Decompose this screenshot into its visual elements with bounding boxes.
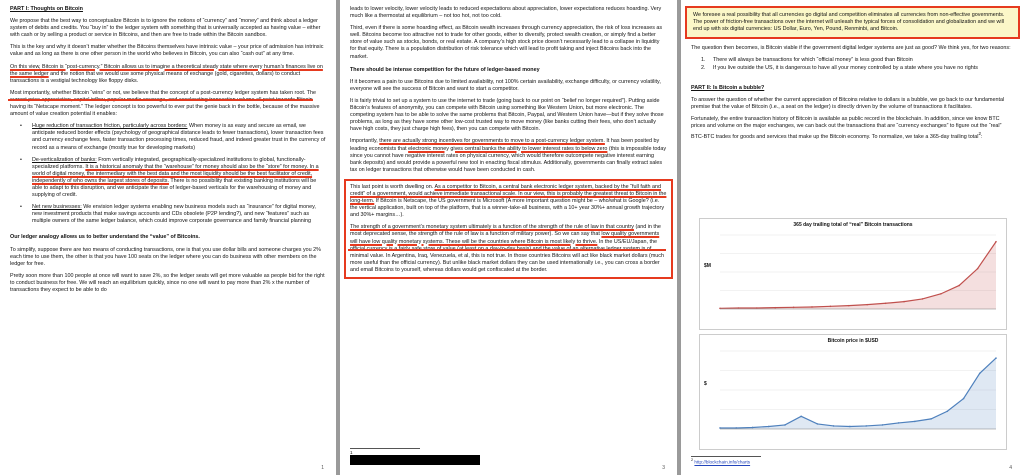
data-point [849, 426, 851, 428]
annotated-text: On this view, Bitcoin is “post-currency.” Bitcoin allows us to imagine a theoretical steady state where every human’s finances live on the same ledger [10, 63, 323, 77]
data-point [719, 427, 721, 429]
annotation-underline [348, 249, 666, 251]
data-point [752, 427, 754, 429]
data-point [995, 241, 997, 243]
paragraph: Third, even if there is some hoarding effect, as Bitcoin wealth increases through currency appreciation, the risk of loss increases as well. Bitcoins become too attractive not to trade for other goods, either to diversify, protect wealth creation, or simply find a better store of value such as stocks, bonds, or real estate. A company’s high stock price doesn’t necessarily lead to a collapse in liquidity for that equity. There is a population distribution of risk tolerance which will lead to profit taking and inject Bitcoins back into the market. [350, 25, 663, 60]
paragraph: Fortunately, the entire transaction history of Bitcoin is available as public record in the blockchain. In addition, since we know BTC prices and volume on the major exchanges, we can back out the transactions that are “currency exchanges” to figure out the “real” BTC-BTC trades for goods and services that make up the Bitcoin economy. To normalize, we take a 365-day trailing total$^2$: [691, 115, 1002, 140]
footnote-rule [350, 448, 420, 449]
data-point [830, 306, 832, 308]
chart-title: Bitcoin price in $USD [827, 338, 879, 344]
page-number: 4 [1009, 464, 1012, 471]
data-point [979, 373, 981, 375]
footnote-link[interactable]: http://blockchain.info/charts [694, 459, 751, 465]
data-point [817, 423, 819, 425]
data-point [811, 306, 813, 308]
annotated-text: there are actually strong incentives for governments to move to a post-currency ledger system. [379, 138, 605, 145]
data-point [903, 301, 905, 303]
chart-plot [700, 345, 1006, 441]
bullet-item: • Net new businesses: We envision ledger systems enabling new business models such as “insurance” for digital money, new investment products that make savings accounts and CDs obsolete (P2P lending?), and new “features” such as multiple owners of the same ledger balance, which could improve corporate governance and family financial planning [10, 204, 326, 225]
annotated-text: The strength of a government’s monetary system ultimately is a function of the strength of the rule of law in that country [350, 224, 634, 231]
data-point [914, 421, 916, 423]
data-point [977, 268, 979, 270]
annotated-text: low quality governments will have low quality monetary systems. These will be the countries where Bitcoin is most likely to thrive. [350, 231, 660, 245]
paragraph: leads to lower velocity, lower velocity leads to reduced expectations about appreciation, lower expectations reduces hoarding. Very much like a thermostat at equilibrium – not too hot, not too cold. [350, 6, 662, 20]
part-1-heading: PART I: Thoughts on Bitcoin [10, 6, 83, 12]
paragraph: Most importantly, whether Bitcoin “wins” or not, we believe that the concept of a post-currency ledger system has taken root. The having its “Netscape moment.” The ledger concept is too powerful to ever put the genie back in the bottle, because of the massive amount of value creation potential it enables: [10, 89, 320, 118]
paragraph: It is fairly trivial to set up a system to use the internet to trade (going back to our point on “belief no longer required”). Putting aside Bitcoin’s features of anonymity, you can compete with Bitcoin using something like Western Union, but more electronic. The competing system has to be able to solve the same problems that Bitcoin, Paypal, and Western Union have—but if they solve those problems, as long as they have some other low-cost trusted way to move money (like banks cutting their fees, who don’t actually have high costs, they just charge high fees), then you can compete with Bitcoin. [350, 97, 664, 133]
annotated-text: electronic money gives central banks the ability to lower interest rates to below zero [408, 145, 608, 152]
page-number: 3 [662, 464, 665, 471]
chart-plot [700, 229, 1006, 321]
data-point [768, 426, 770, 428]
data-point [930, 418, 932, 420]
highlighted-quote: We foresee a real possibility that all currencies go digital and competition eliminates all currencies from non-effective governments. The power of friction-free transactions over the internet will unleash the typical forces of consolidation and globalization and we will end up with six digital currencies: US Dollar, Euro, Yen, Pound, Renminbi, and Bitcoin. [685, 6, 1020, 39]
part-2-heading: PART II: Is Bitcoin a bubble? [691, 84, 765, 91]
data-point [865, 425, 867, 427]
bullet-item: • Huge reduction of transaction friction, particularly across borders: When money is as easy and secure as email, we anticipate reduced border effects (psychology of geographical distance leads to fewer transactions), lower transaction fees and currency exchange fees, faster transaction processing times, reduced fraud, and indeed greater trust in the currency of record as a means of exchange (mostly true for developing markets) [10, 123, 326, 151]
data-point [940, 293, 942, 295]
data-point [793, 307, 795, 309]
data-point [848, 305, 850, 307]
paragraph: To simplify, suppose there are two means of conducting transactions, one is that you use dollar bills and someone charges you 2% each time to use them, the other is that you have 100 seats on the ledger where you can do business with other members on the ledger for free. [10, 246, 321, 267]
document-page-1 [0, 0, 336, 475]
footnote-marker: 1 [350, 449, 353, 455]
chart-transactions [699, 218, 1007, 330]
paragraph: This last point is worth dwelling on. As a competitor to Bitcoin, a central bank electronic ledger system, backed by the “full faith and credit” of a government, would achieve immediate transactional scale. In our view, this is probably the greatest threat to Bitcoin in the long-term. If Bitcoin is Netscape, the US government is Microsoft (A more important question might be – who/what is Google? (i.e. the vertical application, built on top of the platform, that is a winner-take-all business, with a 10+ year 30%+ annual growth trajectory and 30%+ margins…). [350, 183, 667, 219]
numbered-item: 1. There will always be transactions for which “official money” is less good than Bitcoin [701, 57, 913, 64]
chart-price [699, 334, 1007, 450]
data-point [963, 398, 965, 400]
footnote: $^2$ http://blockchain.info/charts [691, 458, 751, 465]
paragraph: The question then becomes, is Bitcoin viable if the government digital ledger systems are just as good? We think yes, for two reasons: [691, 45, 1011, 52]
section-heading: There should be intense competition for the future of ledger-based money [350, 66, 540, 73]
data-point [995, 357, 997, 359]
data-point [784, 424, 786, 426]
paragraph: The strength of a government’s monetary system ultimately is a function of the strength of the rule of law in that country (and in the most deprecated sense, the strength of the rule of law is a function of military power). So we can say that low quality governments will have low quality monetary systems. These will be the countries where Bitcoin is most likely to thrive. In the US/EU/Japan, the minimal value. In Argentina, Iraq, Venezuela, et al, this is not true. In those countries Bitcoins will act like black market dollars (much more useful than the official currency). But unlike black market dollars they can be used internationally i.e., you can cross a border and email Bitcoins to yourself, whereas dollars would get confiscated at the border. [350, 224, 665, 273]
numbered-item: 2. If you live outside the US, it is dangerous to have all your money controlled by a state where you have no rights [701, 65, 978, 72]
paragraph: Importantly, there are actually strong incentives for governments to move to a post-currency ledger system. It has been posited by leading economists that electronic money gives central banks the ability to lower interest rates to below zero (this is impossible today since you cannot have negative interest rates on physical currency, which would therefore outcompete negative interest earning bank deposits) and would provide a powerful new tool in enacting fiscal stimulus. Additionally, governments can finally extract sales tax on ledger transactions that otherwise would have been conducted in cash. [350, 138, 667, 173]
chart-y-label: $ [704, 380, 707, 387]
data-point [882, 424, 884, 426]
chart-y-label: $M [704, 263, 711, 269]
annotated-text: As a competitor to Bitcoin, a central bank electronic ledger system, backed by the “full faith and credit” of a government, would achieve immediate transactional scale. In our view, this is probably the greatest threat to Bitcoin in the long-term. [350, 183, 667, 205]
chart-title: 365 day trailing total of “real” Bitcoin transactions [793, 222, 913, 228]
paragraph: Pretty soon more than 100 people at once will want to save 2%, so the ledger seats will get more valuable as people bid for the right to conduct business for free. We will reach an equilibrium quickly, since no one will want to pay more than 2% x the number of transactions they expect to be able to do [10, 272, 325, 293]
data-point [756, 307, 758, 309]
bullet-item: • De-verticalization of banks: From vertically integrated, geographically-specialized institutions to global, functionally-specialized platforms. It is a historical anomaly that the “warehouse” for money should also be the “store” for money. In a world of digital money, the intermediary with the best data and the most liquidity should be the best facilitator of credit, independently of who owns the largest stores of deposits. There is no possibility that existing banking institutions will be able to adapt to this disruption, and we anticipate the rise of ledger-based verticals for the warehousing of money and supplying of credit. [10, 157, 326, 200]
data-point [800, 416, 802, 418]
data-point [833, 425, 835, 427]
subheading: Our ledger analogy allows us to better understand the “value” of Bitcoins. [10, 234, 200, 241]
paragraph: On this view, Bitcoin is “post-currency.” Bitcoin allows us to imagine a theoretical steady state where every human’s finances live on the same ledger and the notion that we would use some physical means of exchange (gold, cigarettes, dollars) to conduct transactions is a vestigial technology like floppy disks. [10, 63, 323, 84]
paragraph: This is the key and why it doesn’t matter whether the Bitcoins themselves have intrinsic value – your price of admission has intrinsic value and as long as there is one other person in the world who believes in Bitcoin, you can also “cash out” at any time. [10, 44, 324, 58]
page-number: 1 [321, 464, 324, 471]
paragraph: We propose that the best way to conceptualize Bitcoin is to ignore the notions of “currency” and “money” and think about a ledger system of debits and credits. You “buy in” to the ledger system with something that is universally accepted as having value – either with cash or by selling a product or service in Bitcoins, and then are free to trade within the Bitcoin sandbox. [10, 18, 321, 39]
data-point [866, 304, 868, 306]
annotation-underline [8, 99, 313, 101]
data-point [738, 307, 740, 309]
data-point [885, 303, 887, 305]
annotation-box [344, 179, 673, 279]
data-point [898, 422, 900, 424]
paragraph: To answer the question of whether the current appreciation of Bitcoins relative to dollars is a bubble, we go back to our fundamental premise that the value of Bitcoin (i.e., a seat on the ledger) is directly driven by the volume of transactions it facilitates. [691, 96, 1005, 110]
document-page-4 [681, 0, 1024, 475]
document-page-2 [340, 0, 677, 475]
data-point [958, 285, 960, 287]
data-point [946, 411, 948, 413]
data-point [774, 307, 776, 309]
data-point [922, 298, 924, 300]
paragraph: If it becomes a pain to use Bitcoins due to limited availability, not 100% certain availability, exchange difficulty, or currency volatility, everyone will see the success of Bitcoin and want to start a competitor. [350, 78, 661, 92]
redacted-footnote [350, 455, 480, 465]
annotated-text: It is a historical anomaly that the “warehouse” for money should also be the “store” for money. In a world of digital money, the intermediary with the best data and the most liquidity should be the best facilitator of credit, independently of who owns the largest stores of deposits. [32, 163, 319, 184]
series-area [720, 242, 996, 309]
series-area [720, 358, 996, 429]
data-point [735, 427, 737, 429]
